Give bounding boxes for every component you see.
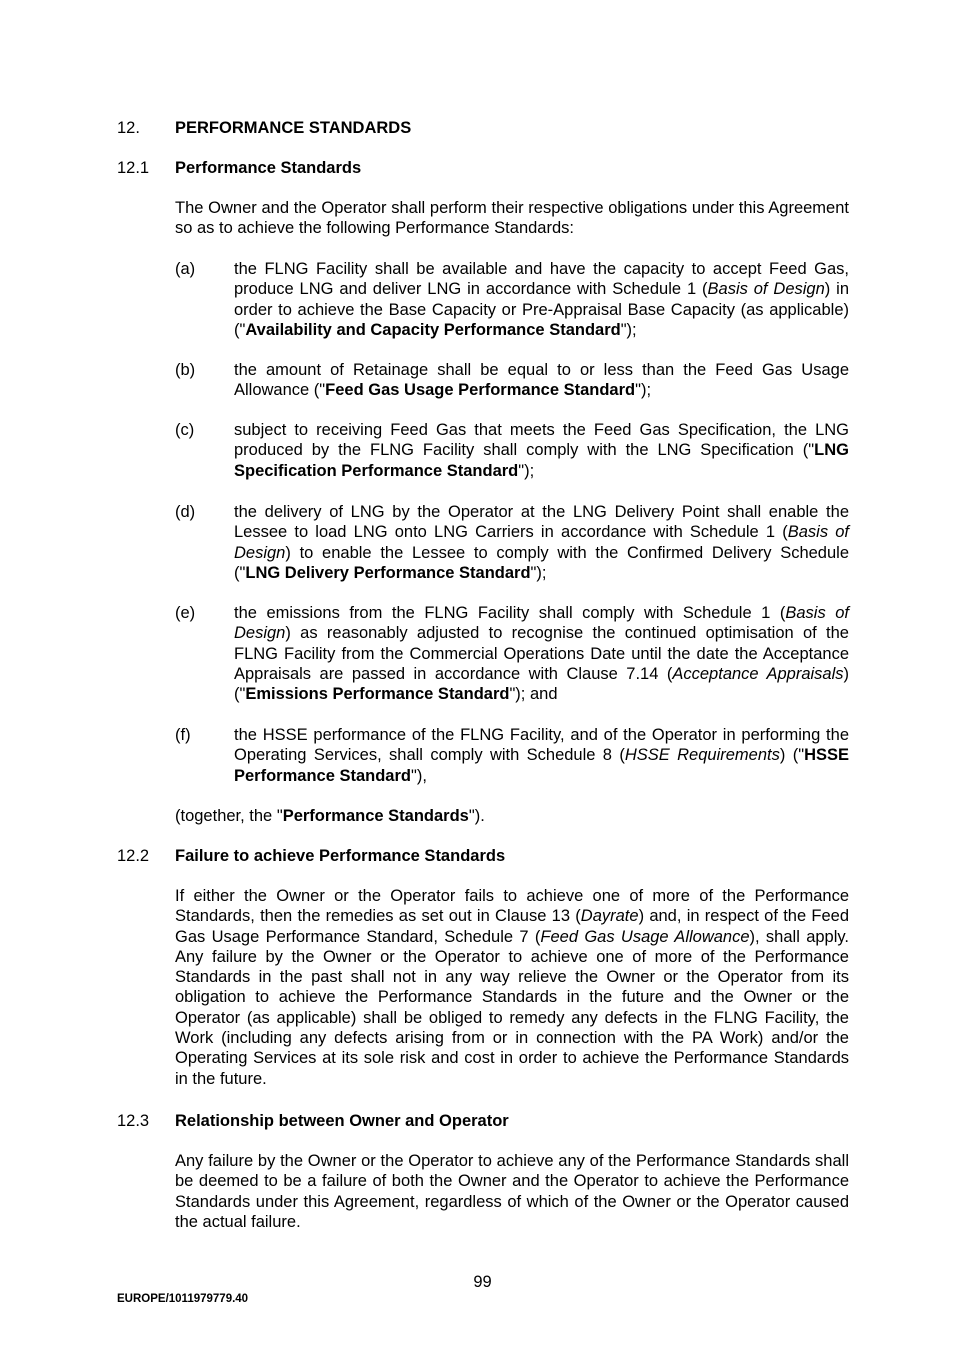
list-item-a — [175, 259, 849, 340]
defined-term: Emissions Performance Standard — [245, 685, 510, 704]
defined-term: LNG Specification Performance Standard — [234, 441, 849, 480]
item-label: (e) — [175, 604, 196, 622]
clause-12-3-body: Any failure by the Owner or the Operator to achieve any of the Performance Standards shall be deemed to be a failure of both the Owner and the Operator to achieve the Performance Standards under this Agreement, regardless of which of the Owner or the Operator caused the actual failure. — [175, 1152, 849, 1231]
item-label: (c) — [175, 421, 195, 439]
defined-term: Feed Gas Usage Performance Standard — [325, 381, 636, 400]
item-label: (b) — [175, 361, 196, 379]
defined-term: HSSE Performance Standard — [234, 746, 850, 785]
clause-12-1-intro: The Owner and the Operator shall perform their respective obligations under this Agreement so as to achieve the following Performance Standards: — [175, 199, 849, 238]
item-label: (a) — [175, 260, 196, 278]
section-number: 12. — [117, 119, 140, 137]
item-text: the amount of Retainage shall be equal to or less than the Feed Gas Usage Allowance ("Feed Gas Usage Performance Standard"); — [234, 361, 849, 400]
item-text: the FLNG Facility shall be available and have the capacity to accept Feed Gas, produce LNG and deliver LNG in accordance with Schedule 1 (Basis of Design) in order to achieve the Base Capacity or Pre-Appraisal Base Capacity (as applicable) ("Availability and Capacity Performance Standard"); — [234, 260, 850, 339]
defined-term: Availability and Capacity Performance Standard — [245, 320, 621, 339]
item-text: the HSSE performance of the FLNG Facility, and of the Operator in performing the Operating Services, shall comply with Schedule 8 (HSSE Requirements) ("HSSE Performance Standard"), — [234, 726, 850, 785]
document-reference: EUROPE/1011979779.40 — [117, 1293, 249, 1305]
page-number: 99 — [473, 1273, 492, 1291]
section-title: PERFORMANCE STANDARDS — [175, 119, 412, 137]
defined-term: LNG Delivery Performance Standard — [245, 563, 531, 582]
list-item-f — [175, 725, 849, 786]
list-item-d — [175, 502, 849, 583]
list-item-c — [175, 420, 849, 481]
item-label: (f) — [175, 726, 191, 744]
item-text: the delivery of LNG by the Operator at the LNG Delivery Point shall enable the Lessee to load LNG onto LNG Carriers in accordance with Schedule 1 (Basis of Design) to enable the Lessee to comply with the Confirmed Delivery Schedule ("LNG Delivery Performance Standard"); — [234, 503, 849, 582]
clause-number: 12.2 — [117, 847, 150, 865]
list-item-b — [175, 360, 849, 401]
item-text: the emissions from the FLNG Facility shall comply with Schedule 1 (Basis of Design) as reasonably adjusted to recognise the continued optimisation of the FLNG Facility from the Commercial Operations Date until the date the Acceptance Appraisals are passed in accordance with Clause 7.14 (Acceptance Appraisals) ("Emissions Performance Standard"); and — [234, 604, 849, 704]
defined-term: Performance Standards — [282, 807, 469, 825]
together-clause: (together, the "Performance Standards"). — [175, 807, 485, 825]
clause-title: Performance Standards — [175, 159, 362, 177]
list-item-e — [175, 603, 849, 704]
clause-title: Relationship between Owner and Operator — [175, 1112, 509, 1130]
item-label: (d) — [175, 503, 196, 521]
clause-12-2-body: If either the Owner or the Operator fails to achieve one of more of the Performance Standards, then the remedies as set out in Clause 13 (Dayrate) and, in respect of the Feed Gas Usage Performance Standard, Schedule 7 (Feed Gas Usage Allowance), shall apply. Any failure by the Owner or the Operator to achieve one of more of the Performance Standards in the past shall not in any way relieve the Owner or the Operator from its obligation to achieve the Performance Standards in the future and the Owner or the Operator (as applicable) shall be obliged to remedy any defects in the FLNG Facility, the Work (including any defects arising from or in connection with the PA Work) and/or the Operating Services at its sole risk and cost in order to achieve the Performance Standards in the future. — [175, 887, 850, 1088]
clause-number: 12.1 — [117, 159, 150, 177]
clause-title: Failure to achieve Performance Standards — [175, 847, 506, 865]
item-text: subject to receiving Feed Gas that meets the Feed Gas Specification, the LNG produced by the FLNG Facility shall comply with the LNG Specification ("LNG Specification Performance Standard"); — [234, 421, 849, 480]
clause-number: 12.3 — [117, 1112, 150, 1130]
